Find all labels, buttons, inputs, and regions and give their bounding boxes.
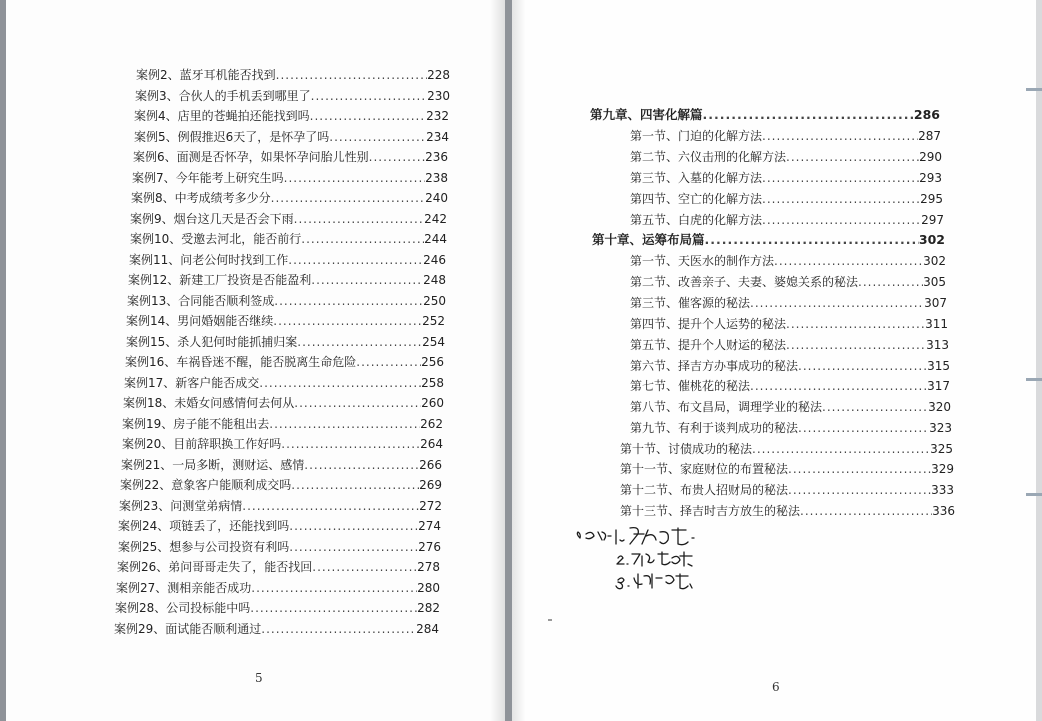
toc-entry-page: 269 — [419, 478, 442, 492]
toc-entry-page: 228 — [427, 68, 450, 82]
toc-entry — [630, 314, 948, 334]
toc-entry-page: 293 — [919, 171, 942, 185]
toc-entry-title: 案例20、目前辞职换工作好吗 — [122, 437, 282, 451]
toc-entry — [126, 332, 445, 352]
toc-entry-page: 276 — [418, 539, 441, 554]
toc-leader-dots — [289, 537, 418, 557]
toc-entry-page: 238 — [425, 170, 448, 185]
toc-entry — [114, 619, 439, 639]
toc-entry-page: 230 — [427, 88, 450, 103]
toc-leader-dots — [288, 250, 423, 270]
toc-entry-title: 案例2、蓝牙耳机能否找到 — [136, 68, 276, 82]
toc-entry-page: 302 — [918, 232, 945, 247]
toc-entry-page: 297 — [921, 213, 944, 227]
toc-entry-page: 317 — [927, 379, 950, 393]
toc-leader-dots — [284, 168, 425, 188]
toc-entry-page: 246 — [423, 252, 446, 267]
toc-leader-dots — [294, 393, 421, 413]
toc-entry-title: 第十二节、布贵人招财局的秘法 — [620, 483, 789, 497]
toc-leader-dots — [251, 578, 417, 598]
toc-leader-dots — [788, 459, 931, 479]
scan-edge — [1036, 0, 1042, 721]
toc-leader-dots — [786, 314, 925, 334]
toc-entry-title: 第二节、改善亲子、夫妻、婆媳关系的秘法 — [630, 275, 859, 289]
toc-entry-title: 第五节、白虎的化解方法 — [630, 213, 763, 227]
toc-entry — [120, 475, 442, 495]
toc-entry — [630, 356, 950, 376]
toc-entry-title: 案例11、问老公何时找到工作 — [129, 252, 289, 267]
toc-entry-title: 案例22、意象客户能顺利成交吗 — [120, 478, 292, 492]
toc-entry-page: 290 — [919, 150, 942, 164]
toc-leader-dots — [822, 397, 928, 417]
toc-entry-title: 案例12、新建工厂投资是否能盈利 — [128, 273, 312, 287]
toc-leader-dots — [762, 168, 919, 188]
toc-entry-title: 案例17、新客户能否成交 — [124, 375, 260, 390]
toc-chapter-entry — [590, 105, 940, 125]
toc-entry-page: 274 — [418, 519, 441, 533]
toc-entry — [630, 397, 951, 417]
toc-entry — [134, 127, 449, 147]
toc-entry-title: 案例21、一局多断，测财运、感情 — [121, 457, 305, 472]
toc-entry-page: 232 — [426, 109, 449, 123]
toc-leader-dots — [274, 291, 423, 311]
toc-entry-page: 258 — [421, 375, 444, 390]
toc-entry — [118, 516, 441, 536]
toc-leader-dots — [250, 598, 417, 618]
toc-entry-title: 案例24、项链丢了，还能找到吗 — [118, 519, 290, 533]
gutter-shadow — [512, 0, 526, 721]
toc-entry-title: 案例15、杀人犯何时能抓捕归案 — [126, 334, 298, 349]
toc-leader-dots — [356, 352, 421, 372]
toc-entry-title: 案例6、面测是否怀孕，如果怀孕问胎儿性别 — [133, 150, 369, 164]
toc-leader-dots — [242, 496, 419, 516]
toc-entry-page: 280 — [417, 580, 440, 595]
toc-entry-title: 第六节、择吉方办事成功的秘法 — [630, 359, 799, 373]
toc-leader-dots — [291, 475, 419, 495]
toc-leader-dots — [311, 270, 423, 290]
toc-entry-title: 案例7、今年能考上研究生吗 — [132, 170, 284, 185]
toc-leader-dots — [261, 619, 416, 639]
toc-leader-dots — [752, 439, 930, 459]
toc-leader-dots — [301, 229, 424, 249]
toc-entry-title: 第十章、运筹布局篇 — [592, 232, 705, 247]
toc-leader-dots — [786, 335, 926, 355]
toc-entry — [630, 335, 949, 355]
toc-entry-title: 案例3、合伙人的手机丢到哪里了 — [135, 88, 311, 103]
toc-entry-title: 案例28、公司投标能中吗 — [115, 601, 251, 615]
toc-leader-dots — [281, 434, 420, 454]
toc-entry — [123, 393, 444, 413]
toc-leader-dots — [271, 188, 425, 208]
toc-entry — [122, 414, 443, 434]
toc-leader-dots — [800, 501, 932, 521]
toc-entry — [630, 147, 942, 167]
toc-entry — [620, 480, 954, 500]
toc-entry — [130, 209, 447, 229]
toc-entry-title: 第十一节、家庭财位的布置秘法 — [620, 462, 789, 476]
toc-entry-title: 第八节、布文昌局，调理学业的秘法 — [630, 400, 823, 414]
toc-leader-dots — [329, 127, 426, 147]
toc-entry-title: 第十三节、择吉时吉方放生的秘法 — [620, 504, 801, 518]
toc-entry — [128, 270, 446, 290]
toc-entry-page: 320 — [928, 400, 951, 414]
toc-entry — [630, 251, 946, 271]
toc-leader-dots — [369, 147, 425, 167]
toc-entry-title: 第三节、入墓的化解方法 — [630, 171, 763, 185]
toc-entry — [630, 126, 941, 146]
toc-entry-title: 案例23、问测堂弟病情 — [119, 498, 243, 513]
toc-entry-title: 第三节、催客源的秘法 — [630, 296, 751, 310]
gutter-shadow — [490, 0, 505, 721]
toc-leader-dots — [276, 65, 427, 85]
toc-entry-title: 第十节、讨债成功的秘法 — [620, 442, 753, 456]
toc-entry — [136, 65, 450, 85]
toc-entry-page: 234 — [426, 129, 449, 144]
toc-leader-dots — [750, 293, 924, 313]
toc-entry-page: 284 — [416, 621, 439, 636]
toc-entry-title: 案例13、合同能否顺利签成 — [127, 293, 275, 308]
toc-entry — [125, 352, 444, 372]
toc-entry-title: 第五节、提升个人财运的秘法 — [630, 338, 787, 352]
toc-entry-page: 311 — [925, 317, 948, 331]
toc-entry — [630, 376, 950, 396]
toc-leader-dots — [705, 230, 919, 250]
toc-entry-title: 第一节、门迫的化解方法 — [630, 129, 763, 143]
toc-leader-dots — [762, 210, 921, 230]
toc-entry — [126, 311, 445, 331]
toc-entry — [630, 189, 943, 209]
toc-entry — [133, 147, 448, 167]
toc-entry-title: 第一节、天医水的制作方法 — [630, 254, 775, 268]
toc-leader-dots — [762, 189, 920, 209]
toc-entry-page: 336 — [932, 504, 955, 518]
toc-leader-dots — [858, 272, 923, 292]
toc-entry — [127, 291, 446, 311]
toc-entry — [135, 86, 450, 106]
toc-leader-dots — [273, 311, 422, 331]
toc-entry — [132, 168, 448, 188]
toc-entry — [620, 439, 953, 459]
toc-entry-page: 260 — [421, 396, 444, 410]
toc-leader-dots — [269, 414, 420, 434]
toc-entry-title: 案例27、测相亲能否成功 — [116, 580, 252, 595]
toc-entry — [630, 168, 942, 188]
toc-leader-dots — [750, 376, 927, 396]
toc-entry-title: 案例26、弟问哥哥走失了，能否找回 — [117, 560, 313, 574]
toc-entry — [130, 229, 447, 249]
toc-entry-title: 案例16、车祸昏迷不醒，能否脱离生命危险 — [125, 355, 357, 369]
toc-entry-title: 第九节、有利于谈判成功的秘法 — [630, 421, 799, 435]
toc-entry-page: 272 — [419, 498, 442, 513]
toc-entry — [620, 459, 954, 479]
toc-entry — [124, 373, 444, 393]
toc-entry — [116, 578, 440, 598]
toc-entry — [122, 434, 443, 454]
toc-entry — [119, 496, 442, 516]
toc-entry-page: 286 — [913, 107, 940, 122]
toc-leader-dots — [788, 480, 931, 500]
toc-entry-page: 305 — [923, 275, 946, 289]
toc-entry-page: 333 — [931, 483, 954, 497]
toc-entry — [121, 455, 442, 475]
toc-entry-title: 案例5、例假推迟6天了，是怀孕了吗 — [134, 129, 330, 144]
toc-entry — [630, 272, 946, 292]
toc-entry — [115, 598, 440, 618]
toc-entry — [630, 210, 944, 230]
toc-leader-dots — [304, 455, 419, 475]
toc-entry-page: 295 — [920, 192, 943, 206]
toc-leader-dots — [762, 126, 918, 146]
toc-entry-title: 案例19、房子能不能租出去 — [122, 416, 270, 431]
toc-leader-dots — [703, 105, 914, 125]
page-number-left: 5 — [255, 671, 263, 685]
toc-entry-page: 252 — [422, 314, 445, 328]
toc-entry — [134, 106, 449, 126]
toc-entry-title: 第四节、空亡的化解方法 — [630, 192, 763, 206]
toc-leader-dots — [786, 147, 919, 167]
toc-entry-page: 329 — [931, 462, 954, 476]
toc-leader-dots — [259, 373, 421, 393]
toc-entry-page: 302 — [923, 254, 946, 268]
toc-entry-page: 236 — [425, 150, 448, 164]
scan-speck — [548, 619, 552, 621]
toc-entry — [131, 188, 448, 208]
toc-entry — [118, 537, 441, 557]
toc-entry-page: 254 — [422, 334, 445, 349]
toc-leader-dots — [311, 86, 427, 106]
toc-leader-dots — [312, 557, 417, 577]
toc-entry-title: 案例8、中考成绩考多少分 — [131, 191, 271, 205]
toc-entry-title: 第九章、四害化解篇 — [590, 107, 703, 122]
toc-leader-dots — [297, 332, 422, 352]
toc-entry-page: 313 — [926, 338, 949, 352]
toc-entry-page: 323 — [929, 421, 952, 435]
toc-entry-page: 287 — [918, 129, 941, 143]
toc-entry-page: 262 — [420, 416, 443, 431]
toc-entry-page: 307 — [924, 296, 947, 310]
toc-entry-title: 案例29、面试能否顺利通过 — [114, 621, 262, 636]
toc-entry-page: 315 — [927, 359, 950, 373]
toc-entry-page: 256 — [421, 355, 444, 369]
toc-entry — [630, 418, 952, 438]
toc-entry-page: 278 — [417, 560, 440, 574]
toc-entry — [117, 557, 440, 577]
toc-leader-dots — [774, 251, 923, 271]
toc-entry-title: 案例9、烟台这几天是否会下雨 — [130, 211, 294, 226]
toc-entry-page: 244 — [424, 232, 447, 246]
toc-entry-page: 240 — [425, 191, 448, 205]
toc-entry-title: 第四节、提升个人运势的秘法 — [630, 317, 787, 331]
toc-entry-page: 250 — [423, 293, 446, 308]
toc-entry-page: 282 — [417, 601, 440, 615]
toc-entry-page: 325 — [930, 442, 953, 456]
toc-entry-title: 案例18、未婚女问感情何去何从 — [123, 396, 295, 410]
toc-entry-page: 248 — [423, 273, 446, 287]
scan-edge-mark — [1026, 88, 1042, 91]
toc-entry-page: 264 — [420, 437, 443, 451]
page-number-right: 6 — [772, 680, 780, 694]
toc-entry-page: 266 — [419, 457, 442, 472]
handwritten-note — [572, 518, 732, 598]
toc-entry-title: 案例25、想参与公司投资有利吗 — [118, 539, 290, 554]
toc-leader-dots — [310, 106, 426, 126]
toc-chapter-entry — [592, 230, 945, 250]
toc-entry-title: 案例4、店里的苍蝇拍还能找到吗 — [134, 109, 310, 123]
toc-entry-title: 第二节、六仪击刑的化解方法 — [630, 150, 787, 164]
toc-entry — [129, 250, 446, 270]
toc-leader-dots — [798, 418, 929, 438]
toc-leader-dots — [294, 209, 424, 229]
toc-entry-title: 案例10、受邀去河北，能否前行 — [130, 232, 302, 246]
scan-edge-mark — [1026, 493, 1042, 496]
scan-edge-mark — [1026, 378, 1042, 381]
toc-entry-title: 第七节、催桃花的秘法 — [630, 379, 751, 393]
toc-leader-dots — [798, 356, 927, 376]
toc-leader-dots — [289, 516, 418, 536]
toc-entry — [630, 293, 947, 313]
toc-entry-page: 242 — [424, 211, 447, 226]
toc-entry-title: 案例14、男问婚姻能否继续 — [126, 314, 274, 328]
